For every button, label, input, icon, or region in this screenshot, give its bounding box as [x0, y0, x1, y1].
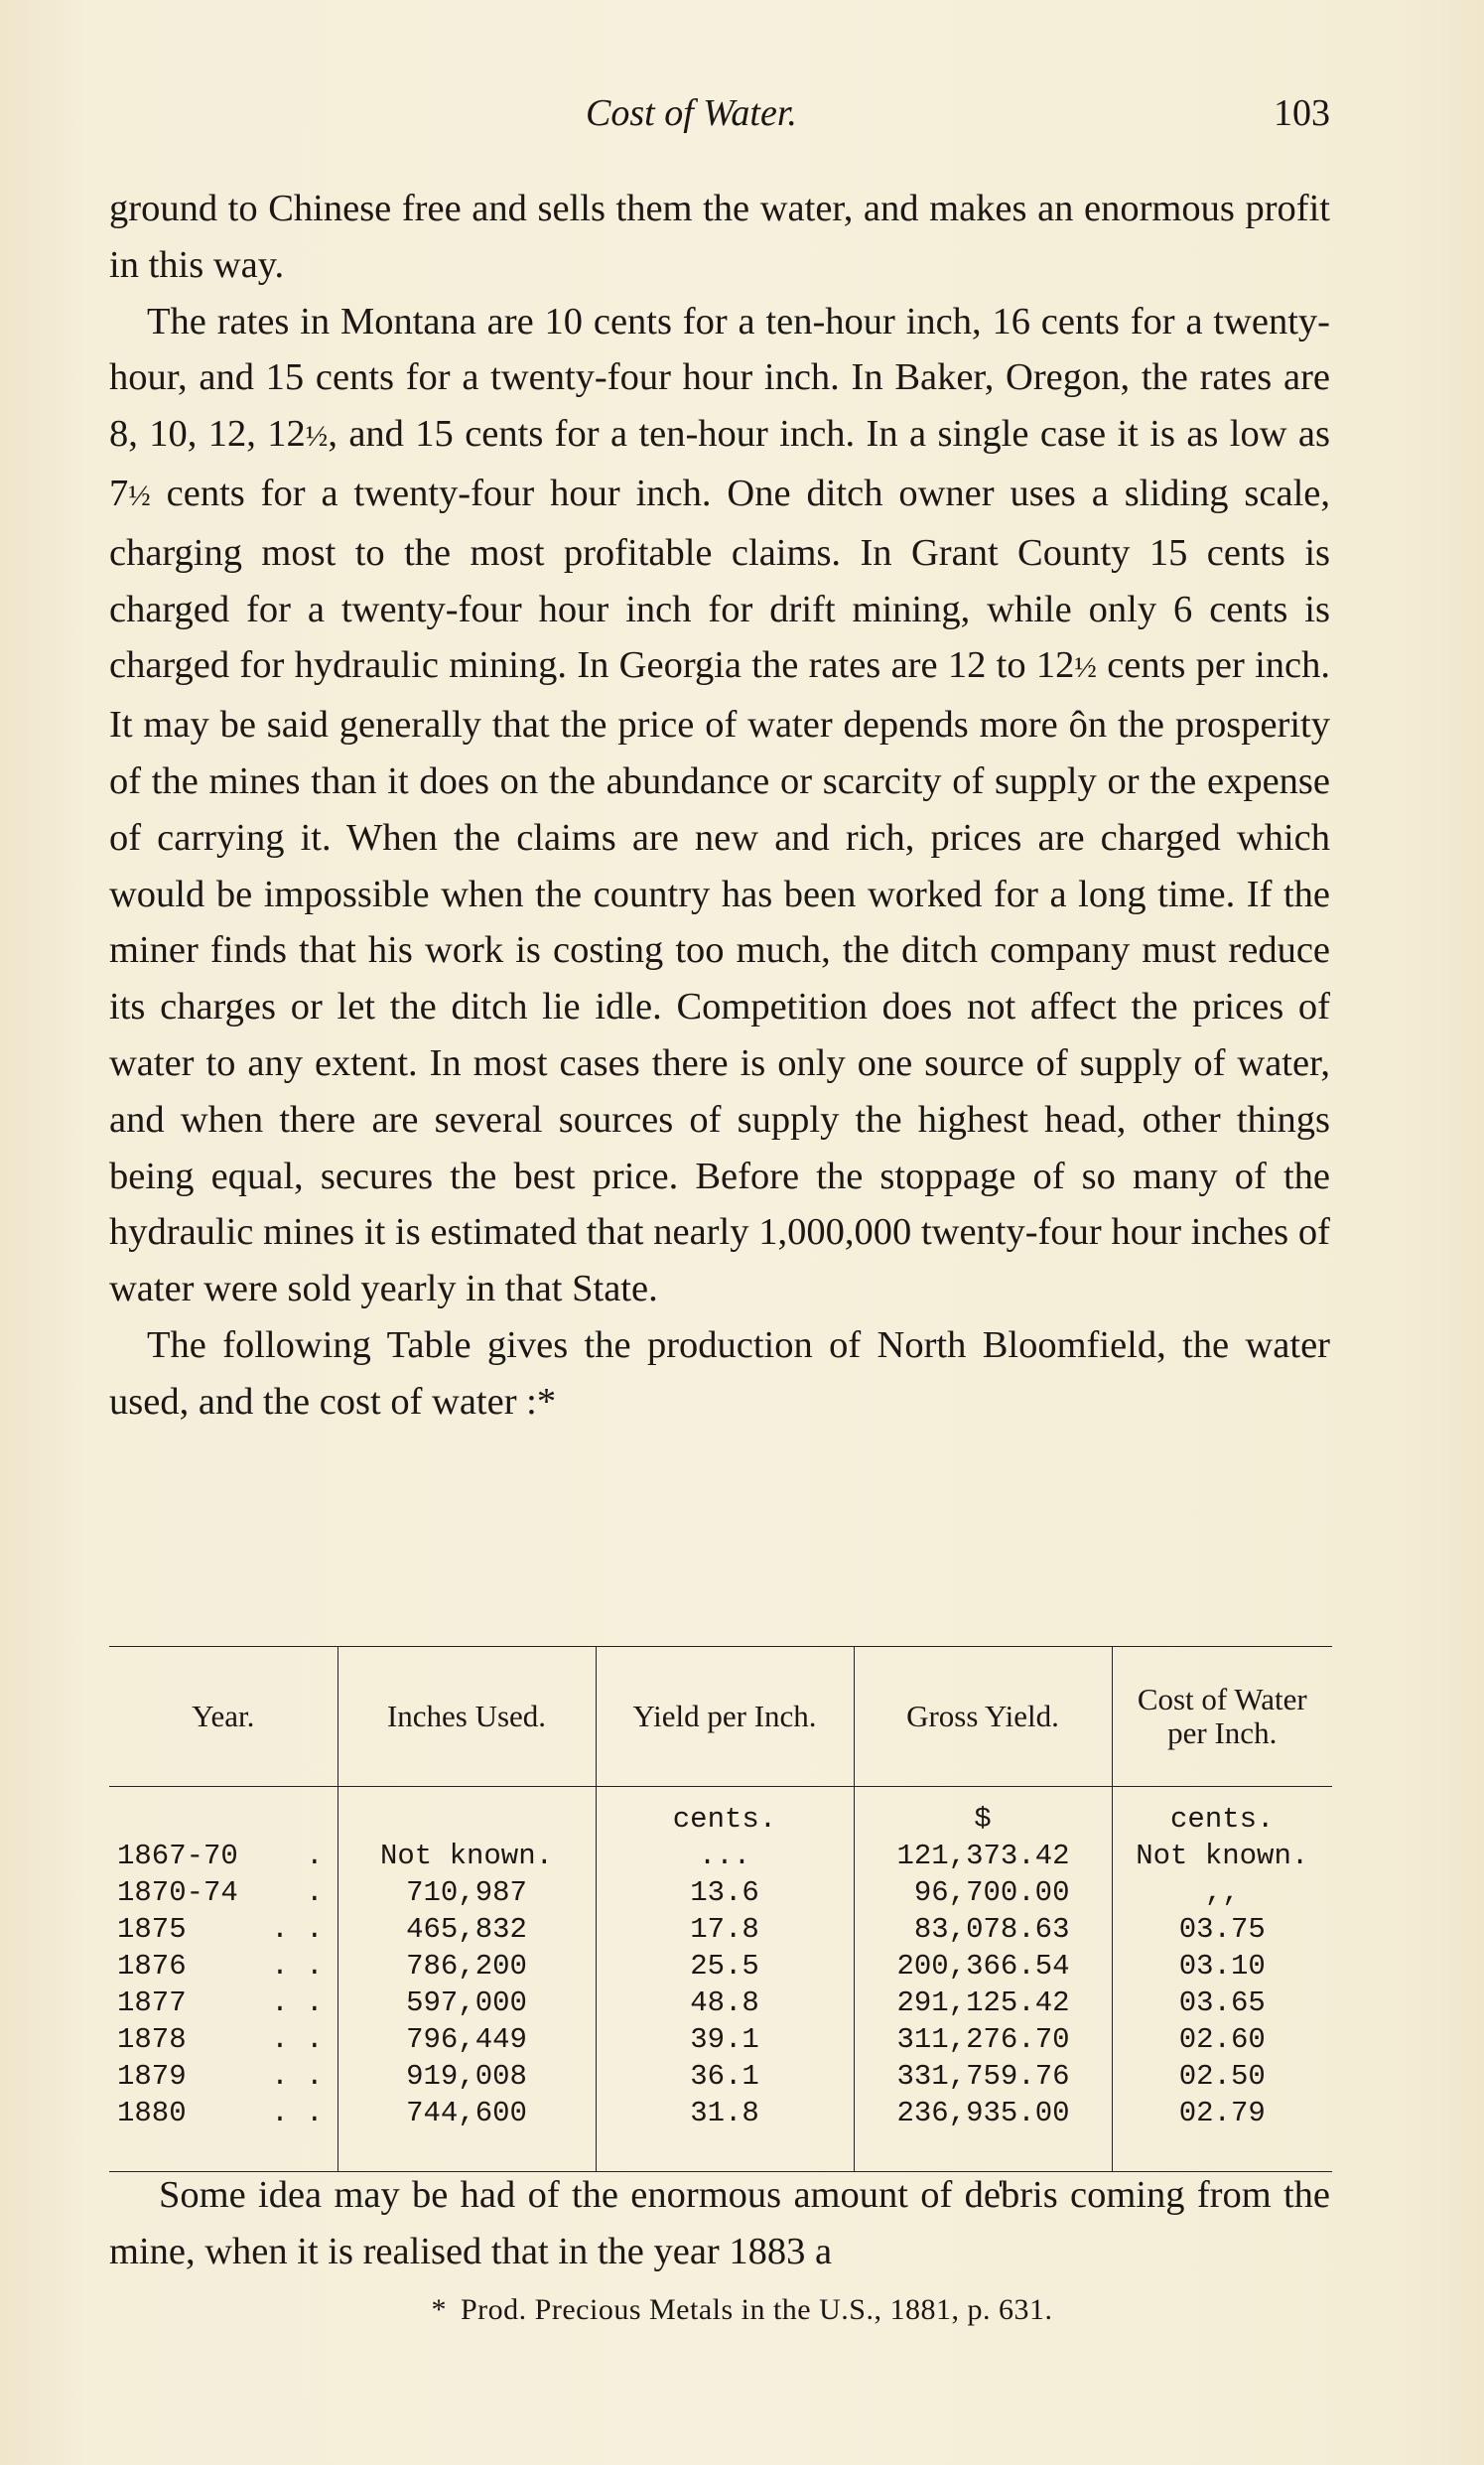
cell-inches: 744,600 — [337, 2095, 596, 2172]
running-title: Cost of Water. — [586, 92, 797, 134]
gross-value: 311,276.70 — [896, 2023, 1070, 2056]
rates-text-a: The rates in Montana are 10 cents for a ten-hour inch, 16 cents for a twenty-hour, and 15 cents for a twenty-four hour inch. In Baker, Oregon, the rates are 8, 10, 12, 12 — [109, 300, 1330, 456]
cell-yield: 39.1 — [596, 2021, 854, 2058]
table-header-row — [109, 1647, 1332, 1787]
leader-dots: . — [306, 1876, 324, 1909]
leader-dots: . . — [271, 2023, 324, 2056]
unit-inches — [337, 1787, 596, 1839]
paragraph-table-intro — [109, 1317, 1330, 1431]
gross-value: 236,935.00 — [896, 2097, 1070, 2129]
cell-gross — [854, 1838, 1112, 1874]
leader-dots: . . — [271, 1950, 324, 1983]
cell-yield: 36.1 — [596, 2058, 854, 2095]
cell-inches: 465,832 — [337, 1911, 596, 1948]
leader-dots: . — [306, 1840, 324, 1872]
gross-value: 83,078.63 — [913, 1913, 1070, 1946]
leader-dots: . . — [271, 1986, 324, 2019]
cell-year — [109, 2095, 337, 2172]
body-text-after-table — [109, 2167, 1330, 2280]
unit-cost: cents. — [1170, 1803, 1275, 1836]
leader-dots: . . — [271, 2060, 324, 2093]
gross-value: 291,125.42 — [896, 1986, 1070, 2019]
gross-value: 96,700.00 — [913, 1876, 1070, 1909]
cell-inches: 796,449 — [337, 2021, 596, 2058]
paragraph-continued-text: ground to Chinese free and sells them the water, and makes an enormous profit in this way. — [109, 188, 1330, 286]
table-row — [109, 2021, 1332, 2058]
leader-dots: . . — [271, 1913, 324, 1946]
cell-yield: 48.8 — [596, 1985, 854, 2021]
paragraph-continued — [109, 181, 1330, 294]
header-cost-of-water: Cost of Water per Inch. — [1112, 1647, 1332, 1787]
leader-dots: . . — [271, 2097, 324, 2129]
production-table — [109, 1646, 1332, 2172]
cell-cost: Not known. — [1136, 1840, 1309, 1872]
cell-year — [109, 2058, 337, 2095]
cell-inches: 919,008 — [337, 2058, 596, 2095]
cell-yield: 13.6 — [596, 1874, 854, 1911]
year-value: 1877 — [117, 1986, 187, 2019]
cell-gross — [854, 1948, 1112, 1985]
table-row — [109, 2058, 1332, 2095]
cell-cost: 02.50 — [1178, 2060, 1266, 2093]
year-value: 1879 — [117, 2060, 187, 2093]
cell-inches: 786,200 — [337, 1948, 596, 1985]
cell-gross — [854, 2058, 1112, 2095]
cell-cost: 02.79 — [1112, 2095, 1332, 2172]
year-value: 1878 — [117, 2023, 187, 2056]
cell-year — [109, 1948, 337, 1985]
cell-cost: 02.60 — [1178, 2023, 1266, 2056]
gross-value: 200,366.54 — [896, 1950, 1070, 1983]
cell-gross — [854, 1911, 1112, 1948]
cell-inches: 710,987 — [337, 1874, 596, 1911]
cell-cost: 03.10 — [1178, 1950, 1266, 1983]
cell-yield: 17.8 — [596, 1911, 854, 1948]
cell-year — [109, 1985, 337, 2021]
cell-gross — [854, 2021, 1112, 2058]
table-row — [109, 2095, 1332, 2172]
cell-year — [109, 1911, 337, 1948]
paragraph-rates — [109, 294, 1330, 1317]
fraction-half: ½ — [1074, 651, 1097, 685]
gross-value: 331,759.76 — [896, 2060, 1070, 2093]
running-head — [109, 91, 1330, 141]
header-inches-used: Inches Used. — [337, 1647, 596, 1787]
year-value: 1867-70 — [117, 1840, 238, 1872]
year-value: 1880 — [117, 2097, 187, 2129]
table-units-row — [109, 1787, 1332, 1839]
fraction-half: ½ — [305, 420, 329, 454]
page-number: 103 — [1274, 92, 1330, 134]
cell-yield: 25.5 — [596, 1948, 854, 1985]
gross-value: 121,373.42 — [896, 1840, 1070, 1872]
footnote — [0, 2293, 1484, 2327]
table-intro-text: The following Table gives the production of North Bloomfield, the water used, and the cost of water :* — [109, 1323, 1330, 1423]
header-yield-per-inch: Yield per Inch. — [596, 1647, 854, 1787]
rates-text-d: cents per inch. It may be said generally that the price of water depends more ôn the prosperity of the mines than it does on the abundance or scarcity of supply or the expense of carrying it. When the claims are new and rich, prices are charged which would be impossible when the country has been worked for a long time. If the miner finds that his work is costing too much, the ditch company must reduce its charges or let the ditch lie idle. Competition does not affect the prices of water to any extent. In most cases there is only one source of supply of water, and when there are several sources of supply the highest head, other things being equal, secures the best price. Before the stoppage of so many of the hydraulic mines it is estimated that nearly 1,000,000 twenty-four hour inches of water were sold yearly in that State. — [109, 644, 1330, 1310]
unit-year — [109, 1787, 337, 1839]
rates-text-b: , and 15 cents for a ten-hour inch. In a single case it is as low as 7 — [109, 413, 1331, 514]
paragraph-debris: Some idea may be had of the enormous amount of de̍bris coming from the mine, when it is realised that in the year 1883 a — [109, 2174, 1330, 2272]
cell-year — [109, 1874, 337, 1911]
unit-yield: cents. — [596, 1787, 854, 1839]
footnote-marker: * — [431, 2293, 447, 2326]
cell-cost: 03.75 — [1178, 1913, 1266, 1946]
footnote-text: Prod. Precious Metals in the U.S., 1881, p. 631. — [461, 2293, 1053, 2326]
year-value: 1870-74 — [117, 1876, 238, 1909]
year-value: 1875 — [117, 1913, 187, 1946]
cell-yield: 31.8 — [596, 2095, 854, 2172]
cell-gross — [854, 1985, 1112, 2021]
table-row — [109, 1911, 1332, 1948]
cell-cost: 03.65 — [1178, 1986, 1266, 2019]
cell-yield: ... — [596, 1838, 854, 1874]
cell-inches: 597,000 — [337, 1985, 596, 2021]
rates-text-c: cents for a twenty-four hour inch. One ditch owner uses a sliding scale, charging most to the most profitable claims. In Grant County 15 cents is charged for a twenty-four hour inch for drift mining, while only 6 cents is charged for hydraulic mining. In Georgia the rates are 12 to 12 — [109, 472, 1330, 687]
year-value: 1876 — [117, 1950, 187, 1983]
cell-inches: Not known. — [337, 1838, 596, 1874]
table-row — [109, 1838, 1332, 1874]
cell-gross — [854, 2095, 1112, 2172]
table-row — [109, 1948, 1332, 1985]
header-gross-yield: Gross Yield. — [854, 1647, 1112, 1787]
cell-year — [109, 2021, 337, 2058]
unit-gross: $ — [854, 1787, 1112, 1839]
table-row — [109, 1985, 1332, 2021]
body-text — [109, 181, 1330, 1431]
header-year: Year. — [109, 1647, 337, 1787]
cell-gross — [854, 1874, 1112, 1911]
cell-cost: ,, — [1204, 1876, 1240, 1909]
table-row — [109, 1874, 1332, 1911]
fraction-half: ½ — [128, 479, 151, 512]
cell-year — [109, 1838, 337, 1874]
